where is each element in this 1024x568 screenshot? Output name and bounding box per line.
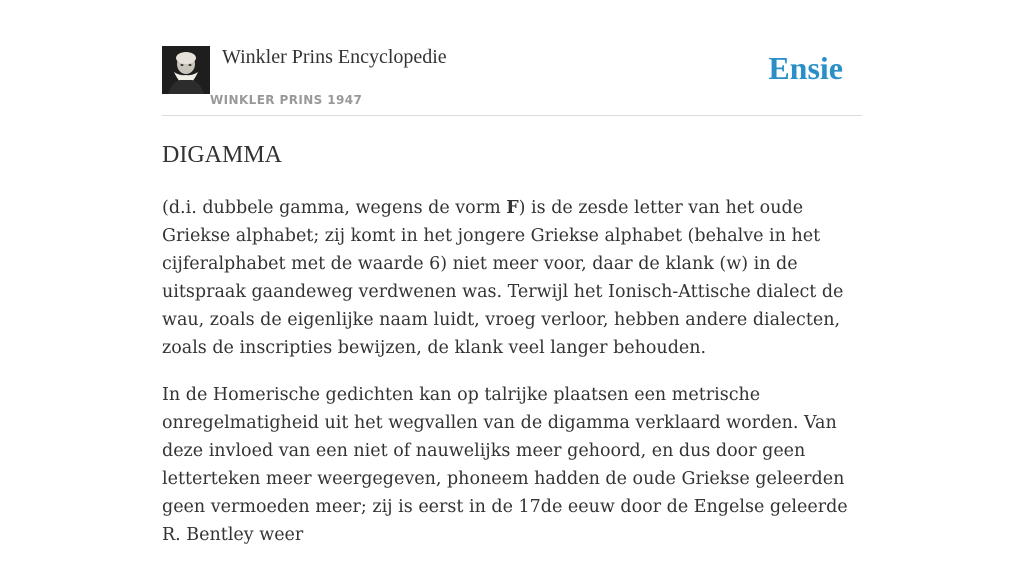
site-title[interactable]: Winkler Prins Encyclopedie: [222, 46, 447, 68]
article: [162, 140, 862, 568]
paragraph-text: ) is de zesde letter van het oude Griekse alphabet; zij komt in het jongere Griekse alphabet (behalve in het cijferalphabet met de waarde 6) niet meer voor, daar de klank (w) in de uitspraak gaandeweg verdwenen was. Terwijl het Ionisch-Attische dialect de wau, zoals de eigenlijke naam luidt, vroeg verloor, hebben andere dialecten, zoals de inscripties bewijzen, de klank veel langer behouden.: [162, 198, 844, 358]
article-paragraph-1: [162, 194, 862, 362]
site-header: [162, 46, 862, 116]
article-title: DIGAMMA: [162, 142, 282, 168]
brand-logo-link[interactable]: Ensie: [768, 50, 843, 86]
paragraph-text: (d.i. dubbele gamma, wegens de vorm: [162, 198, 507, 218]
avatar-icon[interactable]: [162, 46, 210, 94]
edition-label: WINKLER PRINS 1947: [210, 93, 363, 107]
article-paragraph-2: In de Homerische gedichten kan op talrijke plaatsen een metrische onregelmatigheid uit het wegvallen van de digamma verklaard worden. Van deze invloed van een niet of nauwelijks meer gehoord, en dus door geen letterteken meer weergegeven, phoneem hadden de oude Griekse geleerden geen vermoeden meer; zij is eerst in de 17de eeuw door de Engelse geleerde R. Bentley weer: [162, 385, 848, 545]
digamma-symbol: F: [506, 198, 519, 218]
